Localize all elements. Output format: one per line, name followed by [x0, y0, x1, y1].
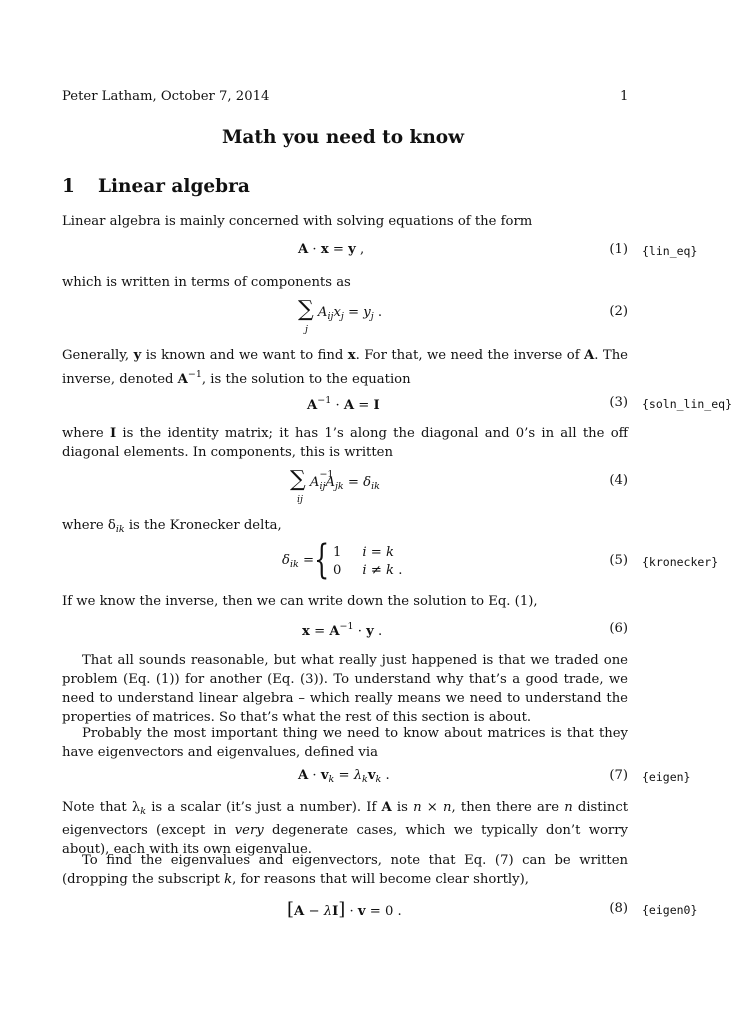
equation-label: {lin_eq} [642, 244, 698, 258]
equation-number: (6) [609, 621, 628, 636]
page-number: 1 [620, 89, 629, 104]
equation-number: (7) [609, 768, 628, 783]
equation-number: (3) [609, 395, 628, 410]
paragraph: where $\delta_{ik}$ is the Kronecker delta, [62, 518, 282, 535]
equation-7: $A \cdot v_k = \lambda_kv_k$ . [298, 768, 390, 785]
equation-3: $A^{-1} \cdot A = I$ [307, 395, 380, 413]
equation-5: $\delta_{ik}$ = [282, 553, 314, 570]
paragraph: Note that $\lambda_k$ is a scalar (it’s just a number). If A is n × n, then there are n distinct eigenvectors (except in very degenerate cases, which we typically don’t worry about), each with its own eigenvalue. [62, 800, 629, 857]
equation-number: (4) [609, 473, 628, 488]
equation-label: {eigen} [642, 770, 691, 784]
paragraph: Probably the most important thing we need to know about matrices is that they have eigenvectors and eigenvalues, defined via [62, 726, 628, 760]
page-title: Math you need to know [221, 127, 465, 148]
case-1: 1 i = k [333, 545, 395, 560]
equation-2: ∑ $A_{ij}x_j = y_j$ . [298, 297, 383, 322]
paragraph: Generally, y is known and we want to find x. For that, we need the inverse of A. The inverse, denoted $A^{-1}$, is the solution to the equation [62, 348, 628, 387]
running-header: Peter Latham, October 7, 2014 [62, 89, 270, 104]
equation-label: {kronecker} [642, 555, 719, 569]
paragraph: That all sounds reasonable, but what really just happened is that we traded one problem (Eq. (1)) for another (Eq. (3)). To understand why that’s a good trade, we need to understand linear algebra – which really means we need to understand the properties of matrices. So that’s what the rest of this section is about. [62, 653, 628, 725]
equation-4: ∑ A $_{-1 ij}A_{jk} = \delta_{ik}$ [290, 467, 380, 492]
paragraph: If we know the inverse, then we can write down the solution to Eq. (1), [62, 594, 538, 609]
case-2: 0 i ≠ k . [333, 563, 403, 578]
paragraph-intro: Linear algebra is mainly concerned with solving equations of the form [62, 214, 533, 229]
section-number: 1 [62, 176, 75, 197]
section-heading [62, 176, 250, 197]
paragraph: which is written in terms of components as [62, 275, 351, 290]
equation-label: {eigen0} [642, 903, 698, 917]
equation-label: {soln_lin_eq} [642, 397, 732, 411]
paragraph: where I is the identity matrix; it has 1’s along the diagonal and 0’s in all the off diagonal elements. In components, this is written [62, 426, 629, 460]
equation-number: (1) [609, 242, 628, 257]
paragraph: To find the eigenvalues and eigenvectors, note that Eq. (7) can be written (dropping the subscript k, for reasons that will become clear shortly), [62, 853, 628, 887]
summation-index: j [305, 324, 308, 335]
section-title: Linear algebra [98, 176, 250, 197]
summation-index: ij [297, 494, 303, 505]
brace: { [314, 537, 330, 583]
equation-number: (8) [609, 901, 628, 916]
equation-1: A · x = y , [298, 242, 365, 257]
equation-8: [A − λI] · v = 0 . [287, 899, 402, 920]
equation-number: (5) [609, 553, 628, 568]
equation-number: (2) [609, 304, 628, 319]
equation-6: $x = A^{-1} \cdot y$ . [302, 621, 383, 639]
